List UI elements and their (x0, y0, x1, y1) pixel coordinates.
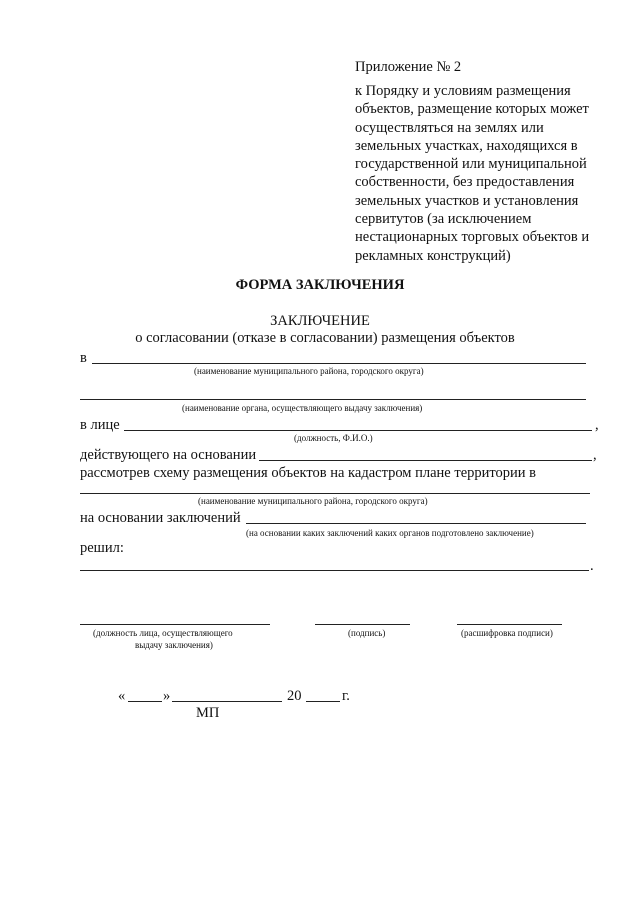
position-hint-line1: (должность лица, осуществляющего (93, 628, 233, 638)
municipality-hint-2: (наименование муниципального района, городского округа) (198, 496, 428, 506)
territory-field-line[interactable] (80, 493, 590, 494)
year-prefix: 20 (287, 688, 302, 704)
acting-label: действующего на основании (80, 447, 257, 463)
decision-field-line[interactable] (80, 570, 589, 571)
date-open-quote: « (118, 688, 126, 704)
appendix-line: государственной или муниципальной (355, 156, 587, 173)
appendix-line: сервитутов (за исключением (355, 211, 532, 228)
appendix-line: земельных участках, находящихся в (355, 137, 578, 154)
signature-decode-hint: (расшифровка подписи) (461, 628, 553, 638)
comma: , (593, 447, 597, 463)
municipality-field-line[interactable] (92, 363, 586, 364)
signature-line[interactable] (315, 624, 410, 625)
year-field-line[interactable] (306, 701, 340, 702)
signature-hint: (подпись) (348, 628, 386, 638)
appendix-line: нестационарных торговых объектов и (355, 229, 590, 246)
reviewed-label: рассмотрев схему размещения объектов на кадастром плане территории в (80, 465, 537, 481)
appendix-line: рекламных конструкций) (355, 247, 511, 264)
municipality-hint: (наименование муниципального района, городского округа) (194, 366, 424, 376)
appendix-title: Приложение № 2 (355, 59, 462, 75)
issuing-organ-field-line[interactable] (80, 399, 586, 400)
v-label: в (80, 350, 87, 366)
year-suffix: г. (342, 688, 350, 704)
form-heading: ФОРМА ЗАКЛЮЧЕНИЯ (235, 277, 405, 293)
appendix-line: осуществляться на землях или (355, 119, 544, 136)
stamp-label: МП (196, 705, 220, 721)
month-field-line[interactable] (172, 701, 282, 702)
appendix-line: к Порядку и условиям размещения (355, 83, 571, 99)
conclusions-field-line[interactable] (246, 523, 586, 524)
position-signature-line[interactable] (80, 624, 270, 625)
basis-field-line[interactable] (259, 460, 592, 461)
document-title: ЗАКЛЮЧЕНИЕ (270, 313, 370, 329)
appendix-line: земельных участков и установления (355, 192, 579, 209)
v-litse-label: в лице (80, 417, 120, 433)
period: . (590, 558, 594, 574)
conclusions-hint: (на основании каких заключений каких органов подготовлено заключение) (246, 528, 534, 538)
position-hint-line2: выдачу заключения) (135, 640, 213, 650)
appendix-line: собственности, без предоставления (355, 174, 575, 191)
date-close-quote: » (163, 688, 171, 704)
issuing-organ-hint: (наименование органа, осуществляющего выдачу заключения) (182, 403, 423, 413)
position-name-hint: (должность, Ф.И.О.) (294, 433, 373, 443)
decided-label: решил: (80, 540, 124, 556)
document-subtitle: о согласовании (отказе в согласовании) размещения объектов (135, 330, 515, 346)
day-field-line[interactable] (128, 701, 162, 702)
representative-field-line[interactable] (124, 430, 592, 431)
signature-decode-line[interactable] (457, 624, 562, 625)
based-label: на основании заключений (80, 510, 241, 526)
appendix-line: объектов, размещение которых может (355, 101, 589, 118)
comma: , (595, 417, 599, 433)
appendix-description (355, 82, 589, 265)
